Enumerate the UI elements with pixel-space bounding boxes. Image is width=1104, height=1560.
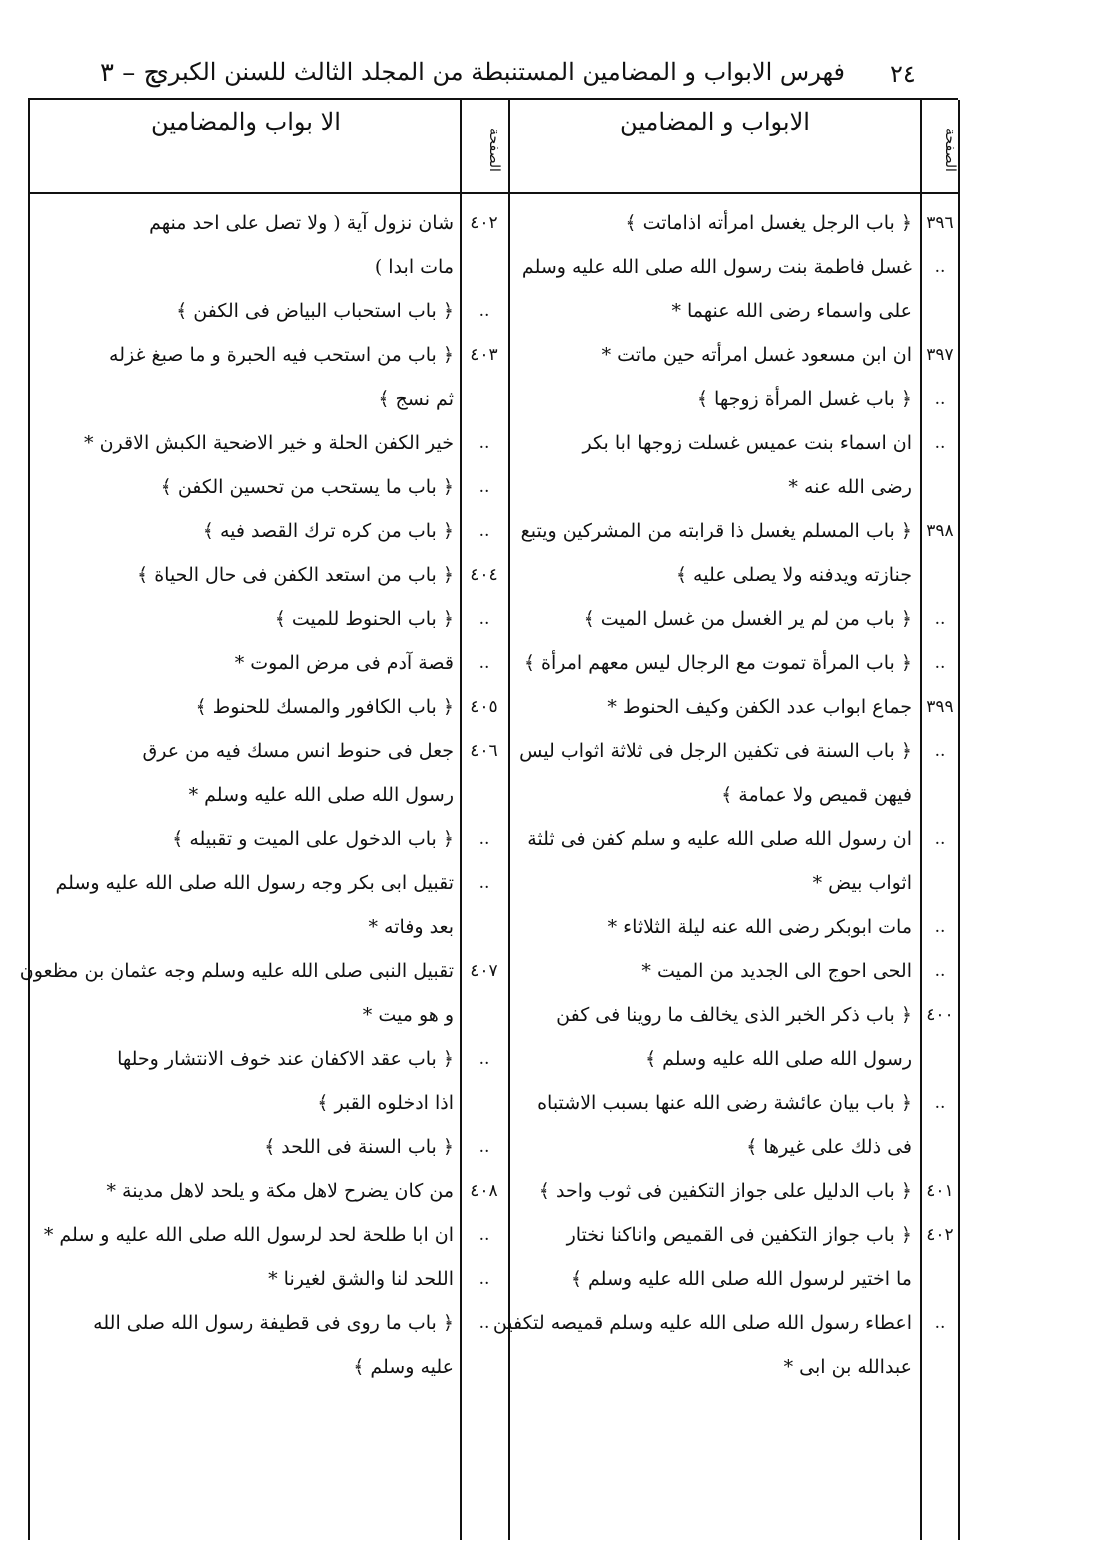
entry-line: ثم نسج ﴾	[378, 388, 454, 410]
entry-line: فى ذلك على غيرها ﴾	[746, 1136, 912, 1158]
left-column	[19, 202, 508, 1542]
entry-line: ﴿ باب المسلم يغسل ذا قرابته من المشركين ويتبع	[520, 520, 912, 542]
running-title: فهرس الابواب و المضامين المستنبطة من المجلد الثالث للسنن الكبرى	[149, 58, 845, 86]
entry-line: ﴿ باب ذكر الخبر الذى يخالف ما روينا فى كفن	[556, 1004, 912, 1026]
entry-line: ﴿ باب المرأة تموت مع الرجال ليس معهم امرأة ﴾	[523, 652, 912, 674]
entry-line: بعد وفاته *	[368, 916, 454, 938]
entry-page-number: ٣٩٩	[926, 697, 954, 717]
entry-page-number: ..	[478, 829, 490, 849]
entry-page-number: ..	[478, 1313, 490, 1333]
entry-line: ﴿ باب الحنوط للميت ﴾	[274, 608, 454, 630]
entry-page-number: ٤٠٧	[470, 961, 498, 981]
index-table	[19, 98, 958, 1560]
entry-page-number: ..	[478, 873, 490, 893]
entry-line: رسول الله صلى الله عليه وسلم ﴾	[644, 1048, 912, 1070]
entry-page-number: ..	[934, 389, 946, 409]
entry-line: ﴿ باب من استحب فيه الحبرة و ما صبغ غزله	[109, 344, 454, 366]
right-page-heading: الصفحة	[942, 128, 958, 172]
entry-line: ﴿ باب ما روى فى قطيفة رسول الله صلى الله	[93, 1312, 454, 1334]
entry-line: ﴿ باب الرجل يغسل امرأته اذاماتت ﴾	[625, 212, 912, 234]
page-header	[60, 52, 940, 100]
entry-page-number: ٤٠٨	[470, 1181, 498, 1201]
header-rule	[28, 192, 960, 194]
entry-line: ﴿ باب عقد الاكفان عند خوف الانتشار وحلها	[117, 1048, 454, 1070]
entry-line: رسول الله صلى الله عليه وسلم *	[188, 784, 454, 806]
entry-line: ﴿ باب غسل المرأة زوجها ﴾	[696, 388, 912, 410]
entry-line: جنازته ويدفنه ولا يصلى عليه ﴾	[675, 564, 912, 586]
entry-page-number: ..	[934, 741, 946, 761]
entry-page-number: ٤٠٢	[470, 213, 498, 233]
entry-line: رضى الله عنه *	[788, 476, 912, 498]
entry-line: ﴿ باب ما يستحب من تحسين الكفن ﴾	[160, 476, 454, 498]
entry-line: على واسماء رضى الله عنهما *	[671, 300, 912, 322]
entry-line: شان نزول آية ( ولا تصل على احد منهم	[149, 212, 454, 234]
entry-line: عليه وسلم ﴾	[353, 1356, 454, 1378]
entry-line: تقبيل ابى بكر وجه رسول الله صلى الله عليه وسلم	[55, 872, 454, 894]
entry-line: فيهن قميص ولا عمامة ﴾	[721, 784, 912, 806]
entry-page-number: ..	[478, 301, 490, 321]
entry-line: مات ابوبكر رضى الله عنه ليلة الثلاثاء *	[607, 916, 912, 938]
entry-line: ان ابن مسعود غسل امرأته حين ماتت *	[601, 344, 912, 366]
entry-line: ﴿ باب الدليل على جواز التكفين فى ثوب واحد ﴾	[538, 1180, 912, 1202]
entry-page-number: ..	[478, 433, 490, 453]
entry-line: ﴿ باب من لم ير الغسل من غسل الميت ﴾	[583, 608, 912, 630]
entry-line: ما اختير لرسول الله صلى الله عليه وسلم ﴾	[570, 1268, 912, 1290]
entry-page-number: ..	[934, 433, 946, 453]
entry-page-number: ٤٠٤	[470, 565, 498, 585]
entry-page-number: ..	[478, 521, 490, 541]
page-number: ٢٤	[890, 60, 916, 88]
right-column	[492, 202, 958, 1542]
entry-line: اللحد لنا والشق لغيرنا *	[268, 1268, 454, 1290]
entry-page-number: ..	[934, 653, 946, 673]
entry-page-number: ..	[934, 1313, 946, 1333]
entry-line: ﴿ باب السنة فى اللحد ﴾	[264, 1136, 454, 1158]
entry-line: ﴿ باب بيان عائشة رضى الله عنها بسبب الاشتباه	[537, 1092, 912, 1114]
entry-line: ﴿ باب الكافور والمسك للحنوط ﴾	[195, 696, 454, 718]
entry-page-number: ٤٠١	[926, 1181, 954, 1201]
entry-line: غسل فاطمة بنت رسول الله صلى الله عليه وسلم	[521, 256, 912, 278]
entry-line: عبدالله بن ابى *	[783, 1356, 912, 1378]
entry-line: مات ابدا )	[374, 256, 454, 278]
entry-line: اثواب بيض *	[812, 872, 912, 894]
entry-line: ﴿ باب جواز التكفين فى القميص واناكنا نختار	[566, 1224, 912, 1246]
entry-line: ﴿ باب السنة فى تكفين الرجل فى ثلاثة اثواب ليس	[519, 740, 912, 762]
volume-label: ج – ٣	[100, 58, 161, 88]
entry-page-number: ..	[478, 1049, 490, 1069]
entry-page-number: ٣٩٨	[926, 521, 954, 541]
entry-line: جعل فى حنوط انس مسك فيه من عرق	[142, 740, 454, 762]
entry-page-number: ٤٠٥	[470, 697, 498, 717]
entry-line: ﴿ باب استحباب البياض فى الكفن ﴾	[176, 300, 454, 322]
entry-page-number: ٤٠٠	[926, 1005, 954, 1025]
entry-page-number: ٣٩٧	[926, 345, 954, 365]
entry-page-number: ..	[934, 257, 946, 277]
entry-page-number: ٣٩٦	[926, 213, 954, 233]
entry-page-number: ..	[478, 609, 490, 629]
right-topics-heading: الابواب و المضامين	[620, 108, 810, 136]
entry-line: خير الكفن الحلة و خير الاضحية الكبش الاقرن *	[84, 432, 454, 454]
entry-page-number: ٤٠٦	[470, 741, 498, 761]
entry-line: جماع ابواب عدد الكفن وكيف الحنوط *	[607, 696, 912, 718]
left-page-heading: الصفحة	[486, 128, 502, 172]
entry-line: ﴿ باب من استعد الكفن فى حال الحياة ﴾	[137, 564, 454, 586]
entry-page-number: ..	[934, 829, 946, 849]
entry-line: الحى احوج الى الجديد من الميت *	[641, 960, 912, 982]
entry-page-number: ..	[478, 1225, 490, 1245]
entry-line: قصة آدم فى مرض الموت *	[234, 652, 454, 674]
entry-line: ﴿ باب من كره ترك القصد فيه ﴾	[202, 520, 454, 542]
entry-line: من كان يضرح لاهل مكة و يلحد لاهل مدينة *	[106, 1180, 454, 1202]
entry-page-number: ..	[934, 1093, 946, 1113]
entry-line: ان رسول الله صلى الله عليه و سلم كفن فى ثلثة	[527, 828, 912, 850]
entry-line: ﴿ باب الدخول على الميت و تقبيله ﴾	[172, 828, 454, 850]
entry-page-number: ٤٠٣	[470, 345, 498, 365]
entry-line: ان ابا طلحة لحد لرسول الله صلى الله عليه و سلم *	[43, 1224, 454, 1246]
entry-line: اعطاء رسول الله صلى الله عليه وسلم قميصه لتكفين	[492, 1312, 912, 1334]
entry-page-number: ..	[478, 477, 490, 497]
entry-line: اذا ادخلوه القبر ﴾	[317, 1092, 454, 1114]
left-topics-heading: الا بواب والمضامين	[151, 108, 341, 136]
entry-page-number: ..	[478, 653, 490, 673]
entry-page-number: ٤٠٢	[926, 1225, 954, 1245]
entry-line: تقبيل النبى صلى الله عليه وسلم وجه عثمان بن مظعون	[19, 960, 454, 982]
entry-page-number: ..	[934, 917, 946, 937]
entry-line: و هو ميت *	[362, 1004, 454, 1026]
entry-page-number: ..	[478, 1137, 490, 1157]
entry-line: ان اسماء بنت عميس غسلت زوجها ابا بكر	[582, 432, 912, 454]
entry-page-number: ..	[934, 609, 946, 629]
entry-page-number: ..	[478, 1269, 490, 1289]
entry-page-number: ..	[934, 961, 946, 981]
